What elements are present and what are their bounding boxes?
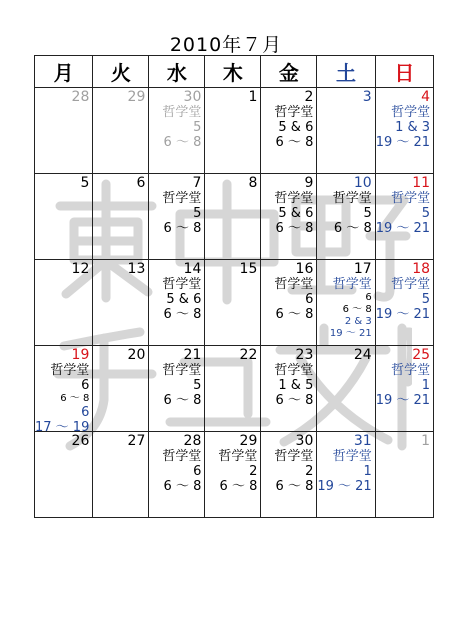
- day-cell: [375, 432, 433, 518]
- day-number: 19: [71, 347, 90, 363]
- day-number: 29: [239, 433, 258, 449]
- event-detail: 5: [193, 378, 202, 393]
- weekday-thu: 木: [205, 56, 261, 88]
- day-cell: [205, 346, 261, 432]
- day-number: 28: [71, 89, 90, 105]
- day-cell: [317, 174, 375, 260]
- day-number: 14: [183, 261, 202, 277]
- event-location: 哲学堂: [332, 449, 372, 464]
- day-number: 11: [412, 175, 431, 191]
- event-location: 哲学堂: [391, 277, 431, 292]
- event-location: 哲学堂: [391, 363, 431, 378]
- weekday-tue: 火: [93, 56, 149, 88]
- day-cell-content: [376, 174, 433, 259]
- day-cell-content: [376, 432, 433, 517]
- day-cell: [261, 432, 317, 518]
- day-number: 18: [412, 261, 431, 277]
- event-location: 哲学堂: [332, 191, 372, 206]
- day-number: 7: [192, 175, 202, 191]
- event-detail: 6 ～ 8: [275, 135, 314, 150]
- day-number: 9: [304, 175, 314, 191]
- day-number: 16: [295, 261, 314, 277]
- event-detail: 6 ～ 8: [342, 304, 372, 315]
- day-cell-content: [205, 260, 260, 345]
- event-detail: 6 ～ 8: [163, 135, 202, 150]
- day-number: 15: [239, 261, 258, 277]
- day-cell: [93, 88, 149, 174]
- event-detail: 6 ～ 8: [275, 307, 314, 322]
- day-cell: [149, 260, 205, 346]
- day-cell: [375, 260, 433, 346]
- event-detail: 5: [193, 120, 202, 135]
- event-detail: 5: [193, 206, 202, 221]
- day-cell: [375, 346, 433, 432]
- calendar-body: [35, 88, 434, 518]
- day-cell-content: [149, 88, 204, 173]
- day-cell-content: [35, 432, 92, 517]
- day-cell: [93, 174, 149, 260]
- day-number: 17: [353, 261, 372, 277]
- day-number: 8: [248, 175, 258, 191]
- day-cell: [35, 88, 93, 174]
- event-detail: 2 & 3: [344, 316, 372, 327]
- day-cell: [205, 260, 261, 346]
- day-number: 28: [183, 433, 202, 449]
- day-cell-content: [317, 346, 374, 431]
- event-detail: 5 & 6: [278, 206, 314, 221]
- event-detail: 2: [249, 464, 258, 479]
- day-cell-content: [35, 260, 92, 345]
- day-number: 25: [412, 347, 431, 363]
- event-location: 哲学堂: [274, 449, 314, 464]
- day-cell-content: [317, 174, 374, 259]
- event-location: 哲学堂: [274, 191, 314, 206]
- event-location: 哲学堂: [274, 277, 314, 292]
- event-detail: 5: [421, 206, 431, 221]
- calendar-title: 2010年７月: [169, 34, 283, 56]
- day-cell-content: [93, 88, 148, 173]
- weekday-sun: 日: [375, 56, 433, 88]
- event-detail: 17 ～ 19: [35, 420, 90, 431]
- event-detail: 19 ～ 21: [375, 307, 431, 322]
- week-row: [35, 346, 434, 432]
- event-location: 哲学堂: [162, 105, 202, 120]
- event-detail: 6 ～ 8: [163, 221, 202, 236]
- day-cell-content: [35, 88, 92, 173]
- day-cell: [205, 432, 261, 518]
- event-detail: 6: [81, 378, 90, 393]
- day-cell-content: [93, 432, 148, 517]
- day-cell-content: [93, 260, 148, 345]
- day-cell: [93, 432, 149, 518]
- day-cell-content: [261, 432, 316, 517]
- event-location: 哲学堂: [162, 277, 202, 292]
- day-cell-content: [149, 260, 204, 345]
- event-detail: 2: [305, 464, 314, 479]
- day-cell-content: [261, 346, 316, 431]
- day-cell: [261, 88, 317, 174]
- day-number: 29: [127, 89, 146, 105]
- day-cell: [205, 174, 261, 260]
- event-location: 哲学堂: [332, 277, 372, 292]
- day-cell-content: [205, 346, 260, 431]
- day-cell-content: [317, 260, 374, 345]
- day-cell: [375, 88, 433, 174]
- day-cell: [35, 174, 93, 260]
- day-cell: [35, 260, 93, 346]
- event-detail: 19 ～ 21: [317, 479, 372, 494]
- event-detail: 6 ～ 8: [275, 393, 314, 408]
- day-cell: [261, 174, 317, 260]
- day-cell-content: [205, 174, 260, 259]
- day-cell-content: [317, 88, 374, 173]
- day-cell-content: [35, 346, 92, 431]
- event-detail: 6 ～ 8: [163, 307, 202, 322]
- day-cell: [149, 174, 205, 260]
- event-detail: 5 & 6: [166, 292, 202, 307]
- day-number: 12: [71, 261, 90, 277]
- event-location: 哲学堂: [162, 363, 202, 378]
- day-cell-content: [376, 346, 433, 431]
- day-cell: [149, 346, 205, 432]
- event-detail: 1: [421, 378, 431, 393]
- day-cell-content: [205, 88, 260, 173]
- event-detail: 6 ～ 8: [275, 479, 314, 494]
- event-location: 哲学堂: [218, 449, 258, 464]
- day-cell-content: [261, 88, 316, 173]
- event-detail: 19 ～ 21: [375, 221, 431, 236]
- day-cell-content: [149, 174, 204, 259]
- event-detail: 5 & 6: [278, 120, 314, 135]
- day-cell-content: [149, 432, 204, 517]
- day-cell-content: [317, 432, 374, 517]
- event-detail: 6: [193, 464, 202, 479]
- day-cell: [35, 346, 93, 432]
- day-number: 4: [421, 89, 431, 105]
- day-number: 13: [127, 261, 146, 277]
- event-location: 哲学堂: [50, 363, 90, 378]
- day-cell-content: [205, 432, 260, 517]
- week-row: [35, 260, 434, 346]
- day-number: 5: [80, 175, 90, 191]
- day-cell-content: [93, 174, 148, 259]
- day-number: 24: [353, 347, 372, 363]
- day-number: 27: [127, 433, 146, 449]
- week-row: [35, 88, 434, 174]
- event-detail: 6 ～ 8: [60, 393, 90, 404]
- day-cell: [317, 88, 375, 174]
- day-cell: [93, 346, 149, 432]
- day-number: 6: [136, 175, 146, 191]
- event-detail: 1 & 5: [278, 378, 314, 393]
- event-location: 哲学堂: [162, 449, 202, 464]
- day-cell-content: [93, 346, 148, 431]
- event-detail: 6 ～ 8: [163, 479, 202, 494]
- event-location: 哲学堂: [274, 105, 314, 120]
- event-detail: 6 ～ 8: [275, 221, 314, 236]
- event-detail: 19 ～ 21: [375, 393, 431, 408]
- day-cell-content: [35, 174, 92, 259]
- day-cell: [317, 432, 375, 518]
- day-number: 26: [71, 433, 90, 449]
- day-number: 23: [295, 347, 314, 363]
- day-number: 22: [239, 347, 258, 363]
- day-cell-content: [149, 346, 204, 431]
- weekday-fri: 金: [261, 56, 317, 88]
- weekday-header-row: [35, 56, 434, 88]
- day-number: 31: [353, 433, 372, 449]
- event-detail: 1: [363, 464, 372, 479]
- day-cell-content: [376, 260, 433, 345]
- day-cell: [317, 260, 375, 346]
- day-cell: [375, 174, 433, 260]
- day-number: 21: [183, 347, 202, 363]
- event-location: 哲学堂: [391, 105, 431, 120]
- day-cell: [149, 432, 205, 518]
- day-cell: [35, 432, 93, 518]
- event-detail: 1 & 3: [395, 120, 431, 135]
- day-cell-content: [261, 174, 316, 259]
- day-number: 1: [421, 433, 431, 449]
- event-location: 哲学堂: [162, 191, 202, 206]
- day-number: 30: [183, 89, 202, 105]
- event-location: 哲学堂: [274, 363, 314, 378]
- event-detail: 6: [305, 292, 314, 307]
- day-cell: [93, 260, 149, 346]
- event-detail: 5: [363, 206, 372, 221]
- weekday-mon: 月: [35, 56, 93, 88]
- day-cell: [149, 88, 205, 174]
- day-cell: [317, 346, 375, 432]
- event-detail: 19 ～ 21: [375, 135, 431, 150]
- weekday-wed: 水: [149, 56, 205, 88]
- day-number: 2: [304, 89, 314, 105]
- event-detail: 6 ～ 8: [163, 393, 202, 408]
- event-detail: 6 ～ 8: [333, 221, 372, 236]
- day-cell-content: [376, 88, 433, 173]
- day-number: 20: [127, 347, 146, 363]
- event-detail: 6: [365, 292, 372, 303]
- day-number: 10: [353, 175, 372, 191]
- event-detail: 6: [81, 405, 90, 420]
- weekday-sat: 土: [317, 56, 375, 88]
- day-cell: [205, 88, 261, 174]
- event-detail: 5: [421, 292, 431, 307]
- event-detail: 19 ～ 21: [329, 328, 372, 339]
- day-cell-content: [261, 260, 316, 345]
- day-cell: [261, 346, 317, 432]
- day-number: 1: [248, 89, 258, 105]
- week-row: [35, 174, 434, 260]
- event-detail: 6 ～ 8: [219, 479, 258, 494]
- day-number: 30: [295, 433, 314, 449]
- day-number: 3: [362, 89, 372, 105]
- calendar-grid: [34, 55, 434, 518]
- day-cell: [261, 260, 317, 346]
- event-location: 哲学堂: [391, 191, 431, 206]
- week-row: [35, 432, 434, 518]
